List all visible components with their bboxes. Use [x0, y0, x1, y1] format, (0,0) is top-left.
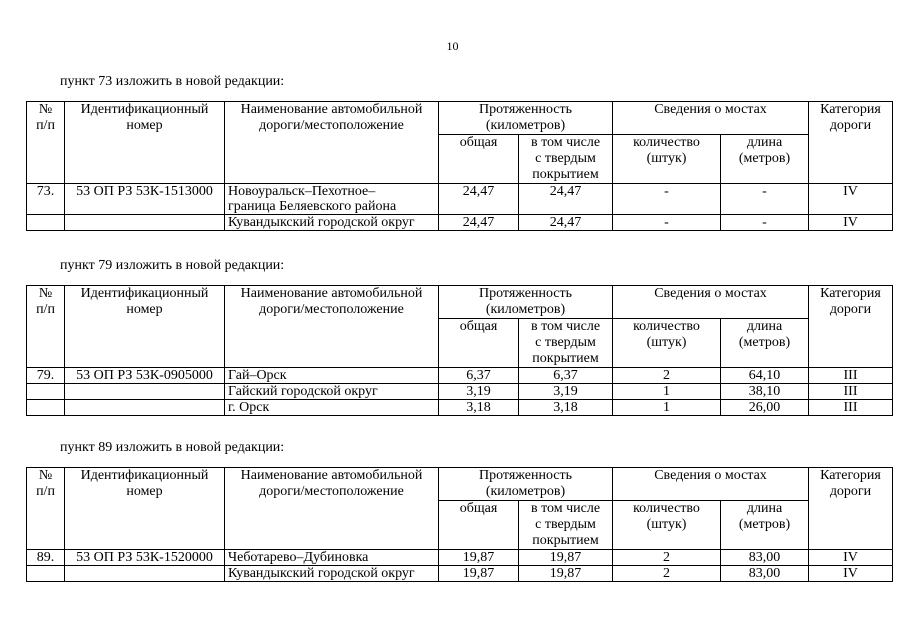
header-length-hard-line: в том числе [530, 135, 601, 150]
header-id-line: Идентификационный [80, 102, 209, 117]
cell-name-line: Кувандыкский городской округ [228, 566, 415, 581]
header-bridges-count-line: количество [633, 319, 700, 334]
cell-length-hard: 19,87 [519, 566, 613, 582]
header-category [809, 468, 893, 550]
cell-name [225, 184, 439, 215]
cell-name-line: Чеботарево–Дубиновка [228, 550, 369, 565]
header-name-line: дороги/местоположение [259, 484, 404, 499]
header-length-hard-line: покрытием [532, 533, 599, 548]
header-category-line: Категория [820, 468, 881, 483]
header-length-hard-line: покрытием [532, 351, 599, 366]
cell-bridges-count: 1 [613, 400, 721, 416]
header-length [439, 468, 613, 501]
header-category [809, 286, 893, 368]
header-length-hard [519, 135, 613, 184]
header-id-line: номер [126, 484, 163, 499]
cell-name [225, 215, 439, 231]
cell-category: IV [809, 550, 893, 566]
header-num-line: № [38, 102, 53, 117]
header-name-line: дороги/местоположение [259, 302, 404, 317]
cell-bridges-length: 83,00 [721, 566, 809, 582]
header-id [65, 468, 225, 550]
header-bridges-length-line: длина [746, 319, 783, 334]
cell-name-line: Кувандыкский городской округ [228, 215, 415, 230]
header-bridges-count-line: количество [633, 135, 700, 150]
cell-category: IV [809, 184, 893, 215]
cell-bridges-length: 83,00 [721, 550, 809, 566]
table-row [27, 184, 893, 215]
header-length-hard-line: с твердым [535, 335, 596, 350]
header-id [65, 102, 225, 184]
header-name [225, 468, 439, 550]
cell-length-total: 3,19 [439, 384, 519, 400]
road-table [26, 467, 893, 582]
cell-length-total: 6,37 [439, 368, 519, 384]
cell-id [65, 400, 225, 416]
cell-category: IV [809, 566, 893, 582]
header-length-hard-line: с твердым [535, 517, 596, 532]
cell-name [225, 400, 439, 416]
header-num-line: № [38, 468, 53, 483]
header-id-line: номер [126, 118, 163, 133]
header-bridges-length-line: длина [746, 135, 783, 150]
header-bridges-count-line: количество [633, 501, 700, 516]
section-intro: пункт 73 изложить в новой редакции: [60, 74, 285, 89]
header-category-line: Категория [820, 102, 881, 117]
cell-name-line: Новоуральск–Пехотное– [228, 184, 376, 199]
header-bridges: Сведения о мостах [613, 102, 809, 135]
header-length-hard-line: с твердым [535, 151, 596, 166]
header-num [27, 102, 65, 184]
cell-length-hard: 24,47 [519, 215, 613, 231]
header-category-line: Категория [820, 286, 881, 301]
cell-length-hard: 19,87 [519, 550, 613, 566]
cell-category: III [809, 384, 893, 400]
cell-bridges-count: - [613, 215, 721, 231]
table-row [27, 384, 893, 400]
header-length-hard-line: в том числе [530, 501, 601, 516]
table-header-row [27, 102, 893, 135]
cell-bridges-length: 64,10 [721, 368, 809, 384]
cell-name-line: Гайский городской округ [228, 384, 378, 399]
cell-length-hard: 3,19 [519, 384, 613, 400]
section-intro: пункт 89 изложить в новой редакции: [60, 440, 285, 455]
header-category-line: дороги [829, 302, 872, 317]
cell-id [65, 215, 225, 231]
cell-id [65, 384, 225, 400]
cell-num: 89. [27, 550, 65, 566]
cell-length-hard: 24,47 [519, 184, 613, 215]
cell-bridges-length: - [721, 215, 809, 231]
cell-bridges-count: 2 [613, 368, 721, 384]
table-header-row [27, 468, 893, 501]
header-bridges-count [613, 501, 721, 550]
header-name-line: Наименование автомобильной [240, 102, 423, 117]
cell-num: 73. [27, 184, 65, 215]
header-num-line: № [38, 286, 53, 301]
header-bridges-length [721, 501, 809, 550]
cell-bridges-count: - [613, 184, 721, 215]
cell-name [225, 384, 439, 400]
table-row [27, 368, 893, 384]
table-row [27, 550, 893, 566]
header-length-line: Протяженность [478, 468, 573, 483]
header-bridges-count-line: (штук) [646, 151, 687, 166]
cell-id: 53 ОП РЗ 53К-1513000 [65, 184, 225, 215]
header-bridges-length-line: (метров) [738, 151, 791, 166]
header-category-line: дороги [829, 484, 872, 499]
header-length-total: общая [439, 135, 519, 184]
cell-name-line: г. Орск [228, 400, 270, 415]
cell-num: 79. [27, 368, 65, 384]
table-row [27, 566, 893, 582]
cell-length-total: 24,47 [439, 184, 519, 215]
cell-name-line: Гай–Орск [228, 368, 287, 383]
cell-category: III [809, 368, 893, 384]
cell-num [27, 400, 65, 416]
header-bridges: Сведения о мостах [613, 468, 809, 501]
header-length-line: (километров) [485, 484, 566, 499]
cell-bridges-count: 2 [613, 550, 721, 566]
cell-length-total: 19,87 [439, 550, 519, 566]
header-num-line: п/п [36, 302, 55, 317]
header-length-hard-line: покрытием [532, 167, 599, 182]
cell-name [225, 566, 439, 582]
header-id-line: номер [126, 302, 163, 317]
table-row [27, 400, 893, 416]
cell-bridges-length: - [721, 184, 809, 215]
header-bridges-length [721, 135, 809, 184]
cell-num [27, 215, 65, 231]
header-bridges-length [721, 319, 809, 368]
table-row [27, 215, 893, 231]
cell-bridges-count: 1 [613, 384, 721, 400]
cell-name-line: граница Беляевского района [228, 199, 397, 214]
cell-length-total: 19,87 [439, 566, 519, 582]
header-length-total: общая [439, 319, 519, 368]
cell-category: IV [809, 215, 893, 231]
cell-id: 53 ОП РЗ 53К-0905000 [65, 368, 225, 384]
cell-length-hard: 3,18 [519, 400, 613, 416]
header-id-line: Идентификационный [80, 286, 209, 301]
header-length [439, 102, 613, 135]
road-table [26, 101, 893, 231]
header-length-line: Протяженность [478, 286, 573, 301]
cell-id [65, 566, 225, 582]
header-name-line: дороги/местоположение [259, 118, 404, 133]
header-bridges-count [613, 135, 721, 184]
cell-bridges-count: 2 [613, 566, 721, 582]
header-name-line: Наименование автомобильной [240, 468, 423, 483]
header-length-line: (километров) [485, 118, 566, 133]
header-length-line: Протяженность [478, 102, 573, 117]
header-bridges-count [613, 319, 721, 368]
header-id [65, 286, 225, 368]
header-id-line: Идентификационный [80, 468, 209, 483]
cell-num [27, 384, 65, 400]
road-table [26, 285, 893, 416]
header-bridges-length-line: (метров) [738, 517, 791, 532]
cell-length-hard: 6,37 [519, 368, 613, 384]
header-category-line: дороги [829, 118, 872, 133]
header-num-line: п/п [36, 118, 55, 133]
table-header-row [27, 286, 893, 319]
cell-num [27, 566, 65, 582]
header-num [27, 286, 65, 368]
cell-length-total: 3,18 [439, 400, 519, 416]
cell-id: 53 ОП РЗ 53К-1520000 [65, 550, 225, 566]
header-length [439, 286, 613, 319]
header-bridges-length-line: (метров) [738, 335, 791, 350]
header-num-line: п/п [36, 484, 55, 499]
cell-name [225, 368, 439, 384]
section-intro: пункт 79 изложить в новой редакции: [60, 258, 285, 273]
cell-length-total: 24,47 [439, 215, 519, 231]
header-length-hard [519, 501, 613, 550]
header-length-hard [519, 319, 613, 368]
cell-bridges-length: 26,00 [721, 400, 809, 416]
header-bridges: Сведения о мостах [613, 286, 809, 319]
cell-category: III [809, 400, 893, 416]
header-name [225, 286, 439, 368]
header-num [27, 468, 65, 550]
header-length-line: (километров) [485, 302, 566, 317]
header-length-total: общая [439, 501, 519, 550]
header-name-line: Наименование автомобильной [240, 286, 423, 301]
cell-bridges-length: 38,10 [721, 384, 809, 400]
page-number: 10 [446, 39, 459, 53]
header-name [225, 102, 439, 184]
header-bridges-count-line: (штук) [646, 335, 687, 350]
header-bridges-length-line: длина [746, 501, 783, 516]
header-length-hard-line: в том числе [530, 319, 601, 334]
header-bridges-count-line: (штук) [646, 517, 687, 532]
header-category [809, 102, 893, 184]
cell-name [225, 550, 439, 566]
